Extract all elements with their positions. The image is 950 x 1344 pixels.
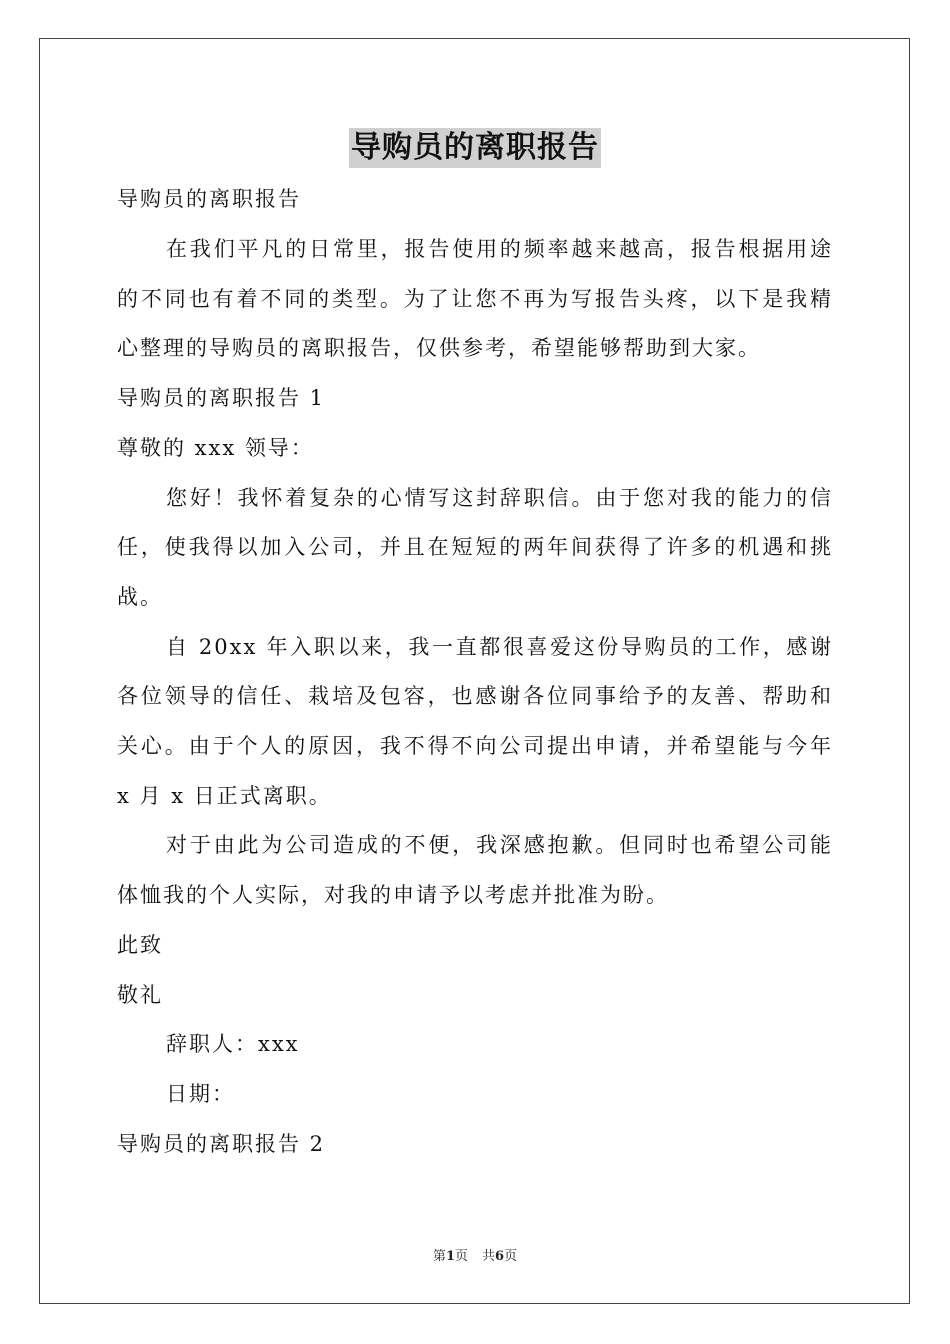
letter-paragraph-2-line-4: x 月 x 日正式离职。	[117, 784, 332, 808]
letter-paragraph-3-line-2: 体恤我的个人实际，对我的申请予以考虑并批准为盼。	[117, 883, 669, 907]
date-line: 日期：	[166, 1082, 235, 1106]
letter-paragraph-1-line-3: 战。	[117, 585, 163, 609]
page-number: 1	[445, 1249, 455, 1264]
letter-paragraph-1-line-1: 您好！我怀着复杂的心情写这封辞职信。由于您对我的能力的信	[166, 486, 833, 510]
letter-paragraph-1-line-2: 任，使我得以加入公司，并且在短短的两年间获得了许多的机遇和挑	[117, 535, 833, 559]
subtitle-line: 导购员的离职报告	[117, 187, 301, 211]
letter-paragraph-2-line-2: 各位领导的信任、栽培及包容，也感谢各位同事给予的友善、帮助和	[117, 684, 833, 708]
letter-paragraph-2-line-1: 自 20xx 年入职以来，我一直都很喜爱这份导购员的工作，感谢	[166, 635, 833, 659]
closing-line-2: 敬礼	[117, 983, 163, 1007]
intro-paragraph-line-1: 在我们平凡的日常里，报告使用的频率越来越高，报告根据用途	[166, 237, 833, 261]
closing-line-1: 此致	[117, 933, 163, 957]
page-border	[39, 38, 910, 1304]
intro-paragraph-line-3: 心整理的导购员的离职报告，仅供参考，希望能够帮助到大家。	[117, 336, 761, 360]
signature-line: 辞职人：xxx	[166, 1032, 300, 1056]
page-suffix: 页	[454, 1249, 468, 1264]
section-heading-2: 导购员的离职报告 2	[117, 1132, 326, 1156]
total-prefix: 共	[482, 1249, 496, 1264]
page-prefix: 第	[432, 1249, 446, 1264]
letter-paragraph-2-line-3: 关心。由于个人的原因，我不得不向公司提出申请，并希望能与今年	[117, 734, 833, 758]
letter-paragraph-3-line-1: 对于由此为公司造成的不便，我深感抱歉。但同时也希望公司能	[166, 833, 833, 857]
total-pages: 6	[495, 1249, 505, 1264]
title-container	[0, 128, 950, 168]
document-title: 导购员的离职报告	[349, 128, 601, 168]
page-footer	[0, 1248, 950, 1266]
salutation: 尊敬的 xxx 领导：	[117, 436, 314, 460]
intro-paragraph-line-2: 的不同也有着不同的类型。为了让您不再为写报告头疼，以下是我精	[117, 287, 833, 311]
total-suffix: 页	[504, 1249, 518, 1264]
section-heading-1: 导购员的离职报告 1	[117, 386, 326, 410]
